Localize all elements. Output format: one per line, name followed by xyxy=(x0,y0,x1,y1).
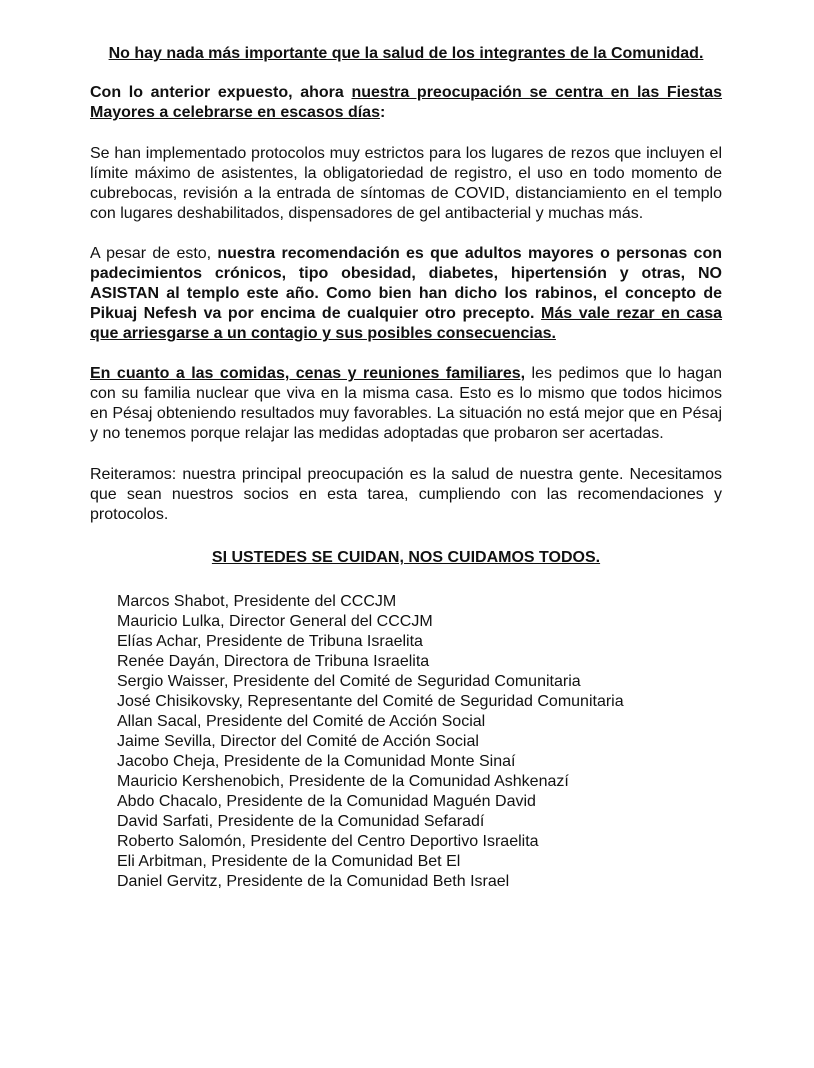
signatory: David Sarfati, Presidente de la Comunidad Sefaradí xyxy=(117,813,485,830)
signatory: Mauricio Kershenobich, Presidente de la Comunidad Ashkenazí xyxy=(117,773,569,790)
document-title: No hay nada más importante que la salud de los integrantes de la Comunidad. xyxy=(108,45,704,62)
recommendation-underlined: Más vale rezar en casa que arriesgarse a un contagio y sus posibles consecuencias. xyxy=(90,305,723,342)
protocols-paragraph: Se han implementado protocolos muy estrictos para los lugares de rezos que incluyen el límite máximo de asistentes, la obligatoriedad de registro, el uso en todo momento de cubrebocas, revisión a la entrada de síntomas de COVID, distanciamiento en el templo con lugares deshabilitados, dispensadores de gel antibacterial y muchas más. xyxy=(90,145,722,222)
signatory: Renée Dayán, Directora de Tribuna Israelita xyxy=(117,653,430,670)
signatory: Elías Achar, Presidente de Tribuna Israelita xyxy=(117,633,423,650)
recommendation-paragraph xyxy=(90,244,722,344)
signatory: Jacobo Cheja, Presidente de la Comunidad Monte Sinaí xyxy=(117,753,516,770)
intro-paragraph xyxy=(90,83,722,123)
signatory: Daniel Gervitz, Presidente de la Comunidad Beth Israel xyxy=(117,873,510,890)
intro-end: : xyxy=(379,104,386,121)
meals-paragraph xyxy=(90,364,722,444)
signatory: Mauricio Lulka, Director General del CCCJM xyxy=(117,613,433,630)
signatories-list xyxy=(117,592,814,892)
reiteration-paragraph: Reiteramos: nuestra principal preocupación es la salud de nuestra gente. Necesitamos que sean nuestros socios en esta tarea, cumpliendo con las recomendaciones y protocolos. xyxy=(90,466,722,523)
intro-lead: Con lo anterior expuesto, ahora xyxy=(90,84,352,101)
signatory: Roberto Salomón, Presidente del Centro Deportivo Israelita xyxy=(117,833,539,850)
intro-emphasis: nuestra preocupación se centra en las Fiestas Mayores a celebrarse en escasos días xyxy=(90,84,723,121)
signatory: Eli Arbitman, Presidente de la Comunidad Bet El xyxy=(117,853,461,870)
signatory: Abdo Chacalo, Presidente de la Comunidad Maguén David xyxy=(117,793,536,810)
document-page xyxy=(0,44,814,1068)
recommendation-bold: nuestra recomendación es que adultos mayores o personas con padecimientos crónicos, tipo obesidad, diabetes, hipertensión y otras, NO ASISTAN al templo este año. Como bien han dicho los rabinos, el concepto de Pikuaj Nefesh va por encima de cualquier otro precepto. xyxy=(90,245,722,322)
signatory: Allan Sacal, Presidente del Comité de Acción Social xyxy=(117,713,486,730)
signatory: Marcos Shabot, Presidente del CCCJM xyxy=(117,593,397,610)
signatory: José Chisikovsky, Representante del Comité de Seguridad Comunitaria xyxy=(117,693,624,710)
meals-text: les pedimos que lo hagan con su familia nuclear que viva en la misma casa. Esto es lo mismo que todos hicimos en Pésaj obteniendo resultados muy favorables. La situación no está mejor que en Pésaj y no tenemos porque relajar las medidas adoptadas que probaron ser acertadas. xyxy=(90,365,722,442)
meals-heading: En cuanto a las comidas, cenas y reuniones familiares, xyxy=(90,365,526,382)
signatory: Jaime Sevilla, Director del Comité de Acción Social xyxy=(117,733,479,750)
signatory: Sergio Waisser, Presidente del Comité de Seguridad Comunitaria xyxy=(117,673,581,690)
recommendation-lead: A pesar de esto, xyxy=(90,245,218,262)
closing-statement: SI USTEDES SE CUIDAN, NOS CUIDAMOS TODOS. xyxy=(211,549,601,566)
